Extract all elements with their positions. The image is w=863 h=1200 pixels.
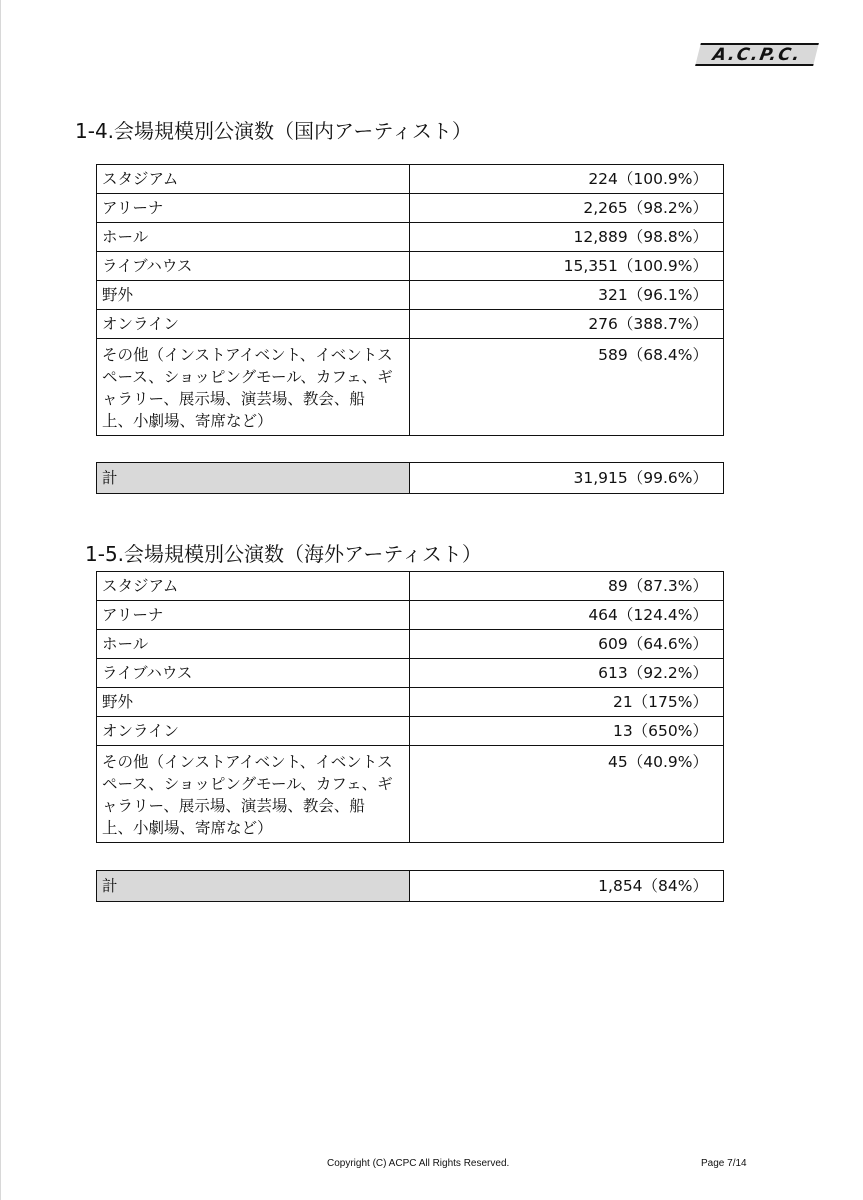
row-label: 野外 [97, 688, 410, 717]
row-value: 589（68.4%） [410, 339, 724, 436]
row-value: 276（388.7%） [410, 310, 724, 339]
table-row [97, 223, 724, 252]
section-title-overseas: 1-5.会場規模別公演数（海外アーティスト） [85, 542, 482, 566]
table-row [97, 165, 724, 194]
row-label: 野外 [97, 281, 410, 310]
row-label: その他（インストアイベント、イベントスペース、ショッピングモール、カフェ、ギャラリー、展示場、演芸場、教会、船上、小劇場、寄席など） [97, 746, 410, 843]
row-value: 321（96.1%） [410, 281, 724, 310]
acpc-logo [695, 43, 819, 66]
row-label: アリーナ [97, 194, 410, 223]
venue-table-domestic [96, 164, 724, 436]
row-label: アリーナ [97, 601, 410, 630]
table-row [97, 601, 724, 630]
total-table-domestic [96, 462, 724, 494]
page-number: Page 7/14 [701, 1158, 747, 1169]
total-label: 計 [97, 871, 410, 902]
row-label: ホール [97, 630, 410, 659]
row-label: ホール [97, 223, 410, 252]
row-value: 45（40.9%） [410, 746, 724, 843]
total-label: 計 [97, 463, 410, 494]
row-value: 89（87.3%） [410, 572, 724, 601]
table-row [97, 688, 724, 717]
table-row [97, 717, 724, 746]
row-value: 613（92.2%） [410, 659, 724, 688]
table-row [97, 310, 724, 339]
table-row [97, 659, 724, 688]
total-table-overseas [96, 870, 724, 902]
row-label: ライブハウス [97, 659, 410, 688]
row-label: オンライン [97, 310, 410, 339]
row-label: スタジアム [97, 572, 410, 601]
row-value: 13（650%） [410, 717, 724, 746]
total-row [97, 871, 724, 902]
logo-text: A.C.P.C. [711, 44, 803, 65]
table-row [97, 746, 724, 843]
row-value: 15,351（100.9%） [410, 252, 724, 281]
row-label: スタジアム [97, 165, 410, 194]
total-row [97, 463, 724, 494]
section-title-domestic: 1-4.会場規模別公演数（国内アーティスト） [75, 119, 472, 143]
table-row [97, 252, 724, 281]
total-value: 31,915（99.6%） [410, 463, 724, 494]
venue-table-overseas [96, 571, 724, 843]
row-label: ライブハウス [97, 252, 410, 281]
table-row [97, 194, 724, 223]
footer-copyright: Copyright (C) ACPC All Rights Reserved. [327, 1158, 510, 1169]
table-row [97, 339, 724, 436]
row-value: 224（100.9%） [410, 165, 724, 194]
row-value: 2,265（98.2%） [410, 194, 724, 223]
table-row [97, 630, 724, 659]
table-row [97, 572, 724, 601]
row-value: 12,889（98.8%） [410, 223, 724, 252]
row-label: オンライン [97, 717, 410, 746]
total-value: 1,854（84%） [410, 871, 724, 902]
row-label: その他（インストアイベント、イベントスペース、ショッピングモール、カフェ、ギャラリー、展示場、演芸場、教会、船上、小劇場、寄席など） [97, 339, 410, 436]
table-row [97, 281, 724, 310]
row-value: 21（175%） [410, 688, 724, 717]
row-value: 464（124.4%） [410, 601, 724, 630]
row-value: 609（64.6%） [410, 630, 724, 659]
